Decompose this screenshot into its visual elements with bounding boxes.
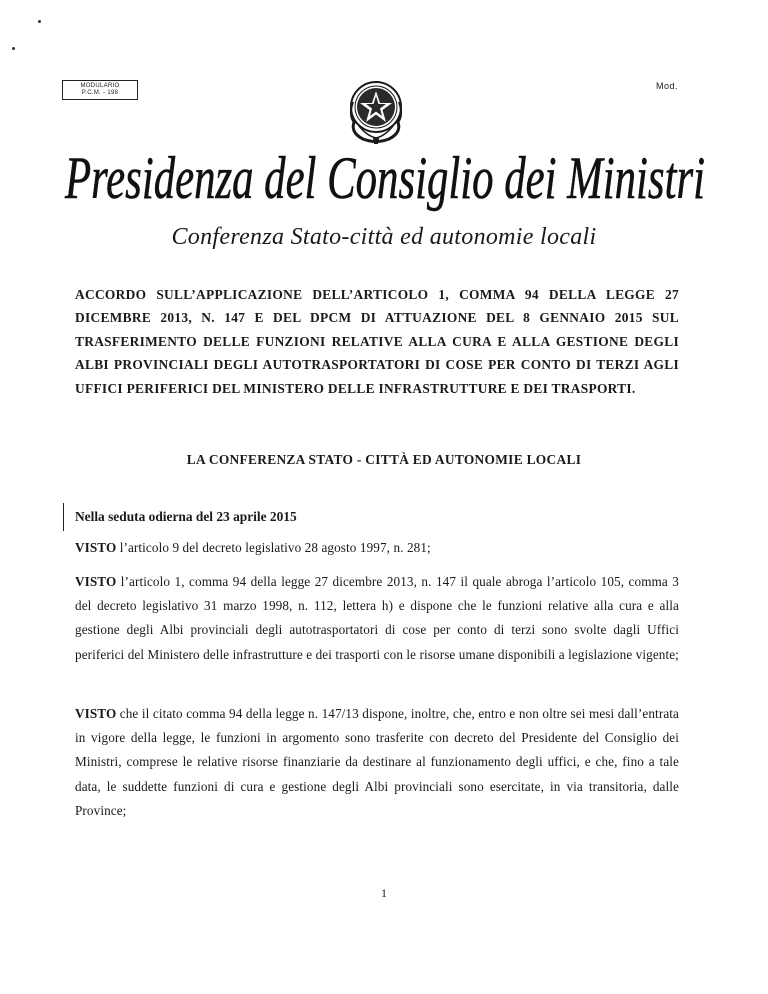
conference-heading: LA CONFERENZA STATO - CITTÀ ED AUTONOMIE LOCALI <box>186 452 582 467</box>
conference-subtitle: Conferenza Stato-città ed autonomie locali <box>171 224 597 250</box>
republic-emblem-icon <box>345 76 407 146</box>
scan-speck <box>12 47 15 50</box>
paragraph-lead: VISTO <box>75 540 117 555</box>
modulario-box <box>62 80 138 100</box>
mod-label: Mod. <box>656 81 679 91</box>
margin-mark <box>63 503 64 531</box>
institution-calligraphy <box>60 142 710 214</box>
paragraph-text: l’articolo 9 del decreto legislativo 28 agosto 1997, n. 281; <box>116 540 431 555</box>
paragraph-lead: VISTO <box>75 706 117 721</box>
page-number: 1 <box>381 886 387 900</box>
paragraph-visto-3 <box>75 702 679 823</box>
svg-text:Presidenza del Consiglio dei M: Presidenza del Consiglio dei Ministri <box>64 145 705 211</box>
paragraph-visto-2 <box>75 570 679 667</box>
modulario-label: MODULARIO <box>80 83 120 89</box>
modulario-code: P.C.M. - 198 <box>81 90 119 96</box>
session-date: Nella seduta odierna del 23 aprile 2015 <box>75 509 297 524</box>
paragraph-text: che il citato comma 94 della legge n. 147/13 dispone, inoltre, che, entro e non oltre sei mesi dall’entrata in vigore della legge, le funzioni in argomento sono trasferite con decreto del Presidente del Consiglio dei Ministri, comprese le relative risorse finanziarie da destinare al funzionamento degli uffici, e che, fino a tale data, le suddette funzioni di cura e gestione degli Albi provinciali sono esercitate, in via transitoria, dalle Province; <box>75 706 679 818</box>
paragraph-lead: VISTO <box>75 574 117 589</box>
document-title: ACCORDO SULL’APPLICAZIONE DELL’ARTICOLO 1, COMMA 94 DELLA LEGGE 27 DICEMBRE 2013, N. 147 E DEL DPCM DI ATTUAZIONE DEL 8 GENNAIO 2015 SUL TRASFERIMENTO DELLE FUNZIONI RELATIVE ALLA CURA E ALLA GESTIONE DEGLI ALBI PROVINCIALI DEGLI AUTOTRASPORTATORI DI COSE PER CONTO DI TERZI AGLI UFFICI PERIFERICI DEL MINISTERO DELLE INFRASTRUTTURE E DEI TRASPORTI. <box>75 287 679 396</box>
paragraph-text: l’articolo 1, comma 94 della legge 27 dicembre 2013, n. 147 il quale abroga l’articolo 105, comma 3 del decreto legislativo 31 marzo 1998, n. 112, lettera h) e dispone che le funzioni relative alla cura e alla gestione degli Albi provinciali degli autotrasportatori di cose per conto di terzi sono svolte dagli Uffici periferici del Ministero delle infrastrutture e dei trasporti con le risorse umane disponibili a legislazione vigente; <box>75 574 679 662</box>
paragraph-visto-1 <box>75 536 679 560</box>
scan-speck <box>38 20 41 23</box>
